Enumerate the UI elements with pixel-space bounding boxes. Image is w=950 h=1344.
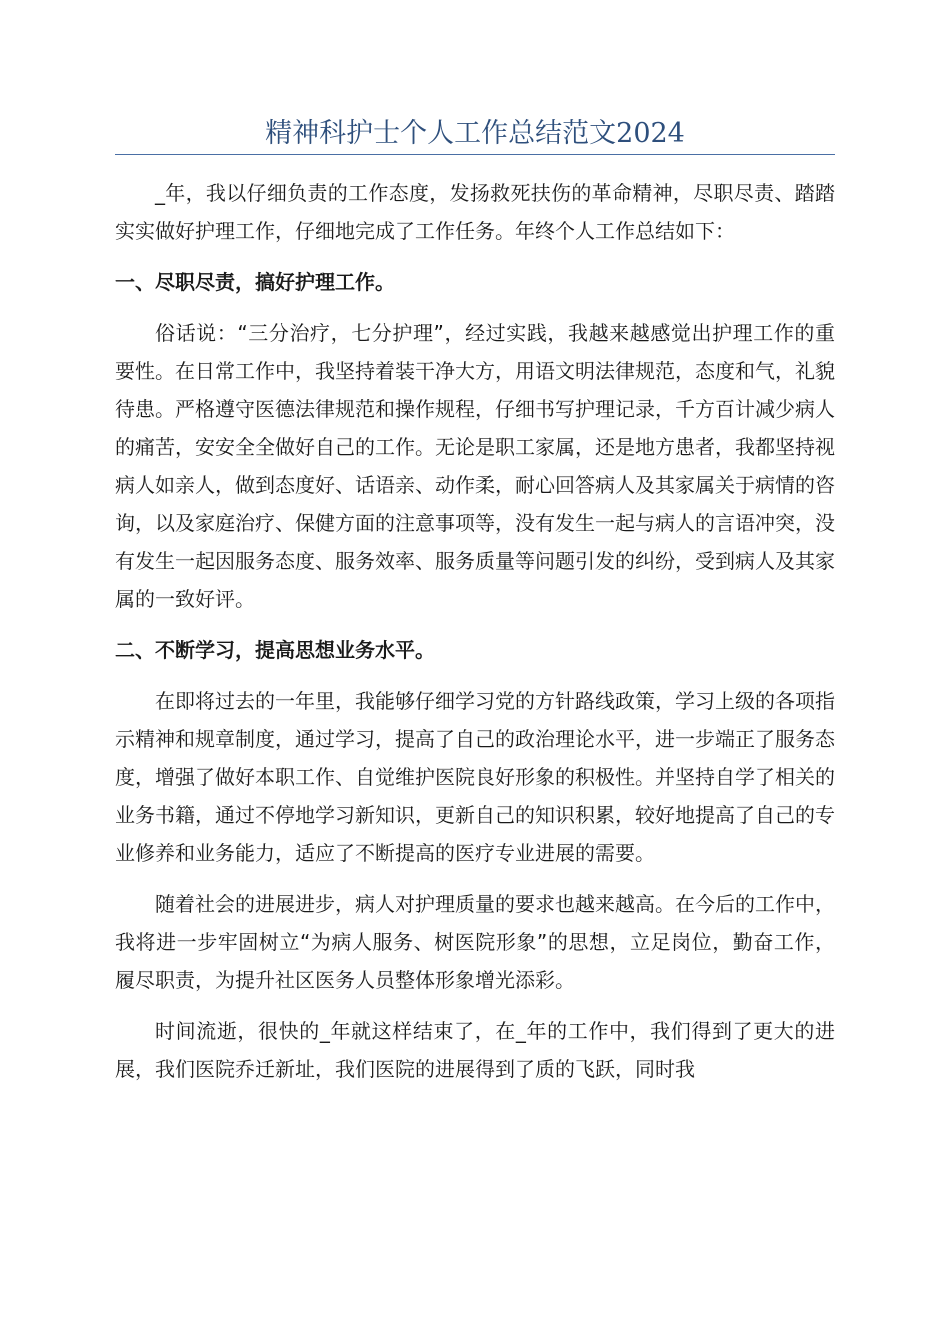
section-heading-1: 一、尽职尽责，搞好护理工作。 [115,270,395,294]
document-title: 精神科护士个人工作总结范文2024 [265,118,685,149]
section-2-paragraph-1: 在即将过去的一年里，我能够仔细学习党的方针路线政策，学习上级的各项指示精神和规章制度，通过学习，提高了自己的政治理论水平，进一步端正了服务态度，增强了做好本职工作、自觉维护医院良好形象的积极性。并坚持自学了相关的业务书籍，通过不停地学习新知识，更新自己的知识积累，较好地提高了自己的专业修养和业务能力，适应了不断提高的医疗专业进展的需要。 [115,689,835,865]
document-body [115,174,835,1324]
title-underline [115,154,835,155]
intro-paragraph: _年，我以仔细负责的工作态度，发扬救死扶伤的革命精神，尽职尽责、踏踏实实做好护理工作，仔细地完成了工作任务。年终个人工作总结如下： [115,181,835,243]
section-heading-2: 二、不断学习，提高思想业务水平。 [115,638,435,662]
closing-paragraph: 时间流逝，很快的_年就这样结束了，在_年的工作中，我们得到了更大的进展，我们医院乔迁新址，我们医院的进展得到了质的飞跃，同时我 [115,1019,835,1081]
section-2-paragraph-2: 随着社会的进展进步，病人对护理质量的要求也越来越高。在今后的工作中，我将进一步牢固树立“为病人服务、树医院形象”的思想，立足岗位，勤奋工作，履尽职责，为提升社区医务人员整体形象增光添彩。 [115,892,835,992]
section-1-paragraph: 俗话说：“三分治疗，七分护理”，经过实践，我越来越感觉出护理工作的重要性。在日常工作中，我坚持着装干净大方，用语文明法律规范，态度和气，礼貌待患。严格遵守医德法律规范和操作规程，仔细书写护理记录，千方百计减少病人的痛苦，安安全全做好自己的工作。无论是职工家属，还是地方患者，我都坚持视病人如亲人，做到态度好、话语亲、动作柔，耐心回答病人及其家属关于病情的咨询，以及家庭治疗、保健方面的注意事项等，没有发生一起与病人的言语冲突，没有发生一起因服务态度、服务效率、服务质量等问题引发的纠纷，受到病人及其家属的一致好评。 [115,321,835,611]
